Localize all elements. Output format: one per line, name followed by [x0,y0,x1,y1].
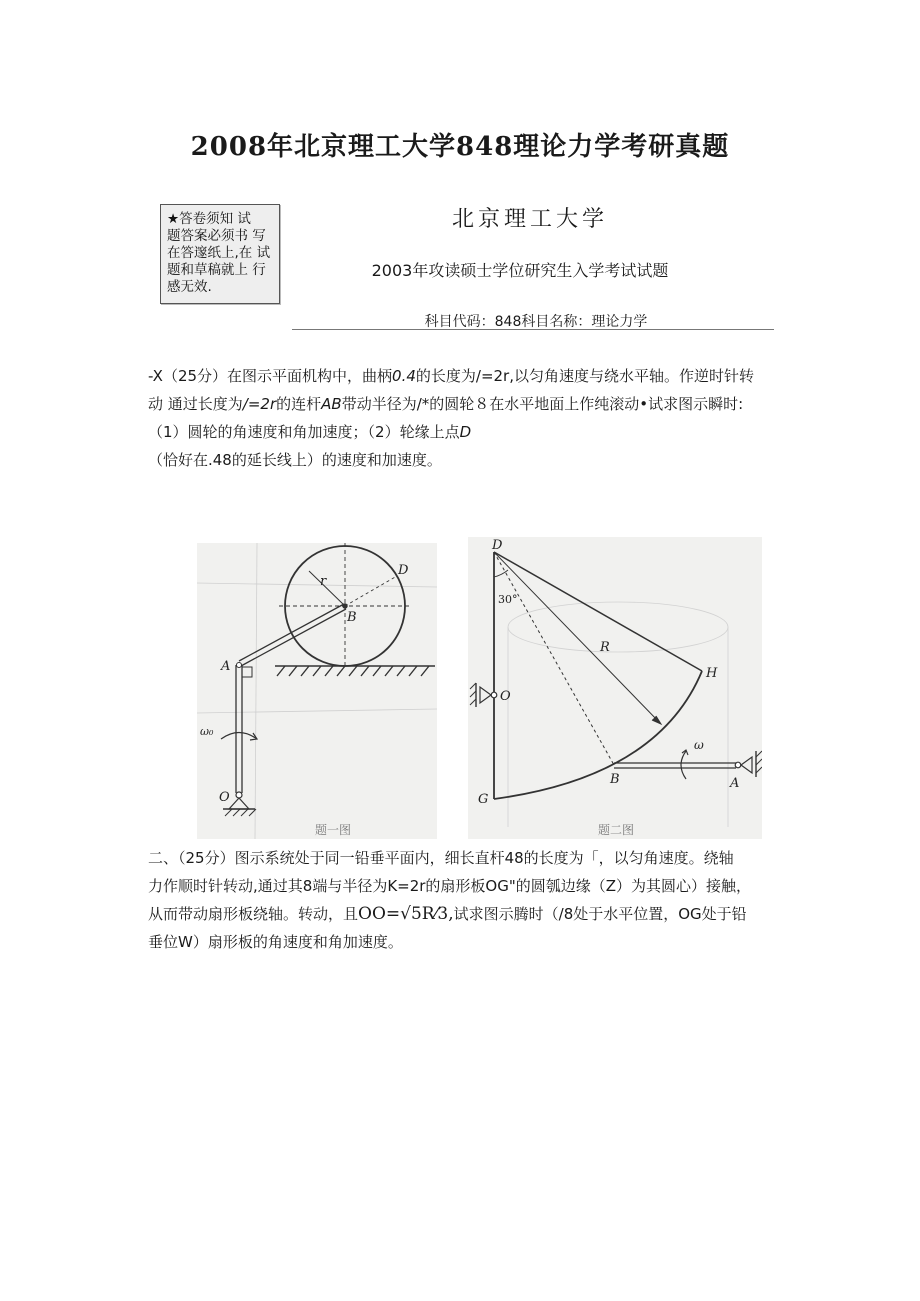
notice-line: 题和草稿就上 行 [167,262,266,278]
label-h: H [706,666,718,681]
label-omega0: ω₀ [200,725,214,738]
label-a: A [221,659,231,674]
label-r: R [600,640,610,655]
text-span: 从而带动扇形板绕轴。转动，且 [148,905,359,923]
notice-line: 题答案必须书 写 [167,228,266,244]
label-g: G [478,792,489,807]
wheel [279,543,411,669]
label-omega: ω [694,738,704,752]
ground [275,666,435,676]
notice-line: 感无效. [167,279,212,295]
text-span: 的连杆 [276,395,322,413]
question-2-line: 二、（25分）图示系统处于同一铅垂平面内，细长直杆48的长度为「，以匀角速度。绕轴 [148,849,734,867]
label-b: B [347,610,357,625]
figure-2-labels [478,538,739,837]
math-span: 0.4 [392,367,416,385]
math-span: D [459,423,472,441]
notice-line: ★答卷须知 试 [167,211,251,227]
rod-ab [614,750,762,779]
exam-notice-box [160,204,280,304]
math-span: OO=√5R⁄3, [358,904,454,924]
pivot-o [470,683,497,707]
question-2-line [148,900,788,928]
university-name: 北京理工大学 [451,207,608,232]
question-1 [148,362,788,474]
label-angle: 30° [498,593,518,606]
question-1-line [148,390,788,418]
math-span: /=2r [242,395,277,413]
document-title: 2008年北京理工大学848理论力学考研真题 [190,132,730,162]
subject-line: 科目代码：848科目名称：理论力学 [424,314,648,330]
text-span: -X（25分）在图示平面机构中，曲柄 [148,367,393,385]
exam-subtitle: 2003年攻读硕士学位研究生入学考试试题 [371,261,669,280]
label-d: D [492,538,503,553]
text-span: 的长度为/=2r,以匀角速度与绕水平轴。作逆时针转 [415,367,754,385]
figure-1 [197,543,437,839]
text-span: 带动半径为/*的圆轮８在水平地面上作纯滚动•试求图示瞬时: [341,395,744,413]
question-2-line: 力作顺时针转动,通过其8端与半径为K=2r的扇形板OG"的圆瓠边缘（Z）为其圆心）接触， [148,877,752,895]
figure-2 [468,537,762,839]
figure-1-caption: 题一图 [315,823,352,837]
text-span: （恰好在.48的延长线上）的速度和加速度。 [148,451,442,469]
text-span: 试求图示腾时（/8处于水平位置，OG处于铅 [453,905,747,923]
label-o: O [219,790,230,805]
question-1-line [148,446,788,474]
text-span: （1）圆轮的角速度和角加速度；（2）轮缘上点 [148,423,460,441]
figure-1-diagram [197,543,437,839]
label-o: O [500,689,511,704]
notice-line: 在答邃纸上,在 试 [167,245,271,261]
question-1-line [148,362,788,390]
question-1-line [148,418,788,446]
sector-plate [494,552,702,799]
figure-1-labels [200,563,409,837]
label-b: B [610,772,620,787]
figure-2-caption: 题二图 [598,823,635,837]
label-r: r [320,574,327,589]
header-rule [292,329,774,330]
question-2-line: 垂位W）扇形板的角速度和角加速度。 [148,933,403,951]
label-d: D [398,563,409,578]
figure-2-diagram [468,537,762,839]
math-span: AB [321,395,342,413]
question-2 [148,844,788,956]
background-texture [197,543,437,839]
label-a: A [730,776,740,791]
text-span: 动 通过长度为 [148,395,243,413]
